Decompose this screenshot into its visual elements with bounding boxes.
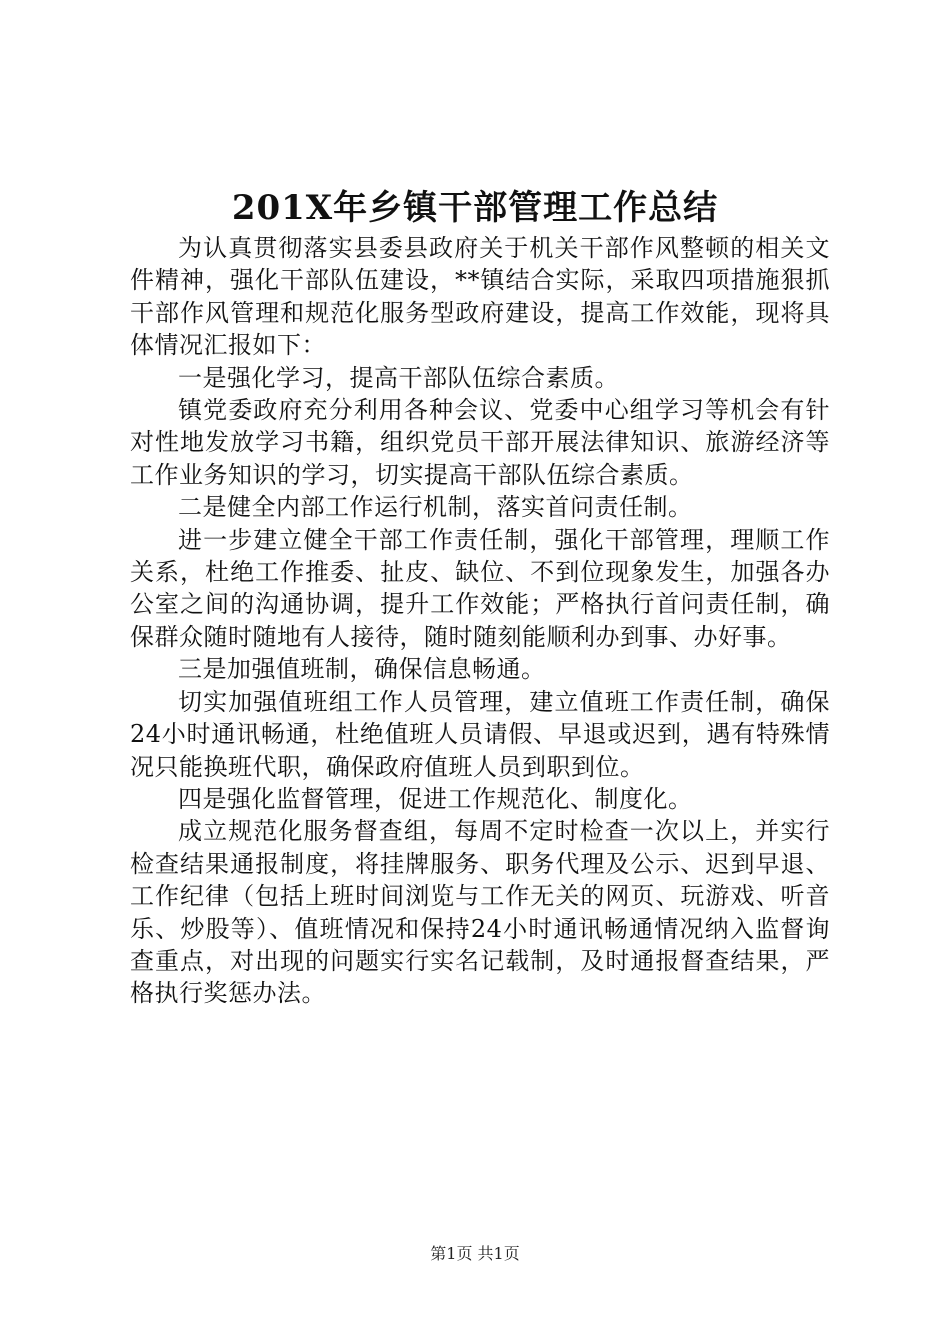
paragraph-body-3: 切实加强值班组工作人员管理，建立值班工作责任制，确保24小时通讯畅通，杜绝值班人员请假、早退或迟到，遇有特殊情况只能换班代职，确保政府值班人员到职到位。 xyxy=(130,687,830,781)
page-number-footer: 第1页 共1页 xyxy=(430,1244,520,1263)
paragraph-body-1: 镇党委政府充分利用各种会议、党委中心组学习等机会有针对性地发放学习书籍，组织党员干部开展法律知识、旅游经济等工作业务知识的学习，切实提高干部队伍综合素质。 xyxy=(130,396,830,489)
paragraph-heading-1: 一是强化学习，提高干部队伍综合素质。 xyxy=(178,363,619,392)
paragraph-body-2: 进一步建立健全干部工作责任制，强化干部管理，理顺工作关系，杜绝工作推委、扯皮、缺位、不到位现象发生，加强各办公室之间的沟通协调，提升工作效能；严格执行首问责任制，确保群众随时随地有人接待，随时随刻能顺利办到事、办好事。 xyxy=(130,525,830,651)
paragraph-intro: 为认真贯彻落实县委县政府关于机关干部作风整顿的相关文件精神，强化干部队伍建设，**镇结合实际，采取四项措施狠抓干部作风管理和规范化服务型政府建设，提高工作效能，现将具体情况汇报如下： xyxy=(130,234,830,360)
paragraph-heading-2: 二是健全内部工作运行机制，落实首问责任制。 xyxy=(178,493,693,522)
document-body xyxy=(130,232,830,1010)
document-title: 201X年乡镇干部管理工作总结 xyxy=(231,188,719,228)
paragraph-body-4: 成立规范化服务督查组，每周不定时检查一次以上，并实行检查结果通报制度，将挂牌服务、职务代理及公示、迟到早退、工作纪律（包括上班时间浏览与工作无关的网页、玩游戏、听音乐、炒股等）、值班情况和保持24小时通讯畅通情况纳入监督询查重点，对出现的问题实行实名记载制，及时通报督查结果，严格执行奖惩办法。 xyxy=(130,817,830,1008)
paragraph-heading-4: 四是强化监督管理，促进工作规范化、制度化。 xyxy=(178,784,693,813)
paragraph-heading-3: 三是加强值班制，确保信息畅通。 xyxy=(178,655,546,684)
